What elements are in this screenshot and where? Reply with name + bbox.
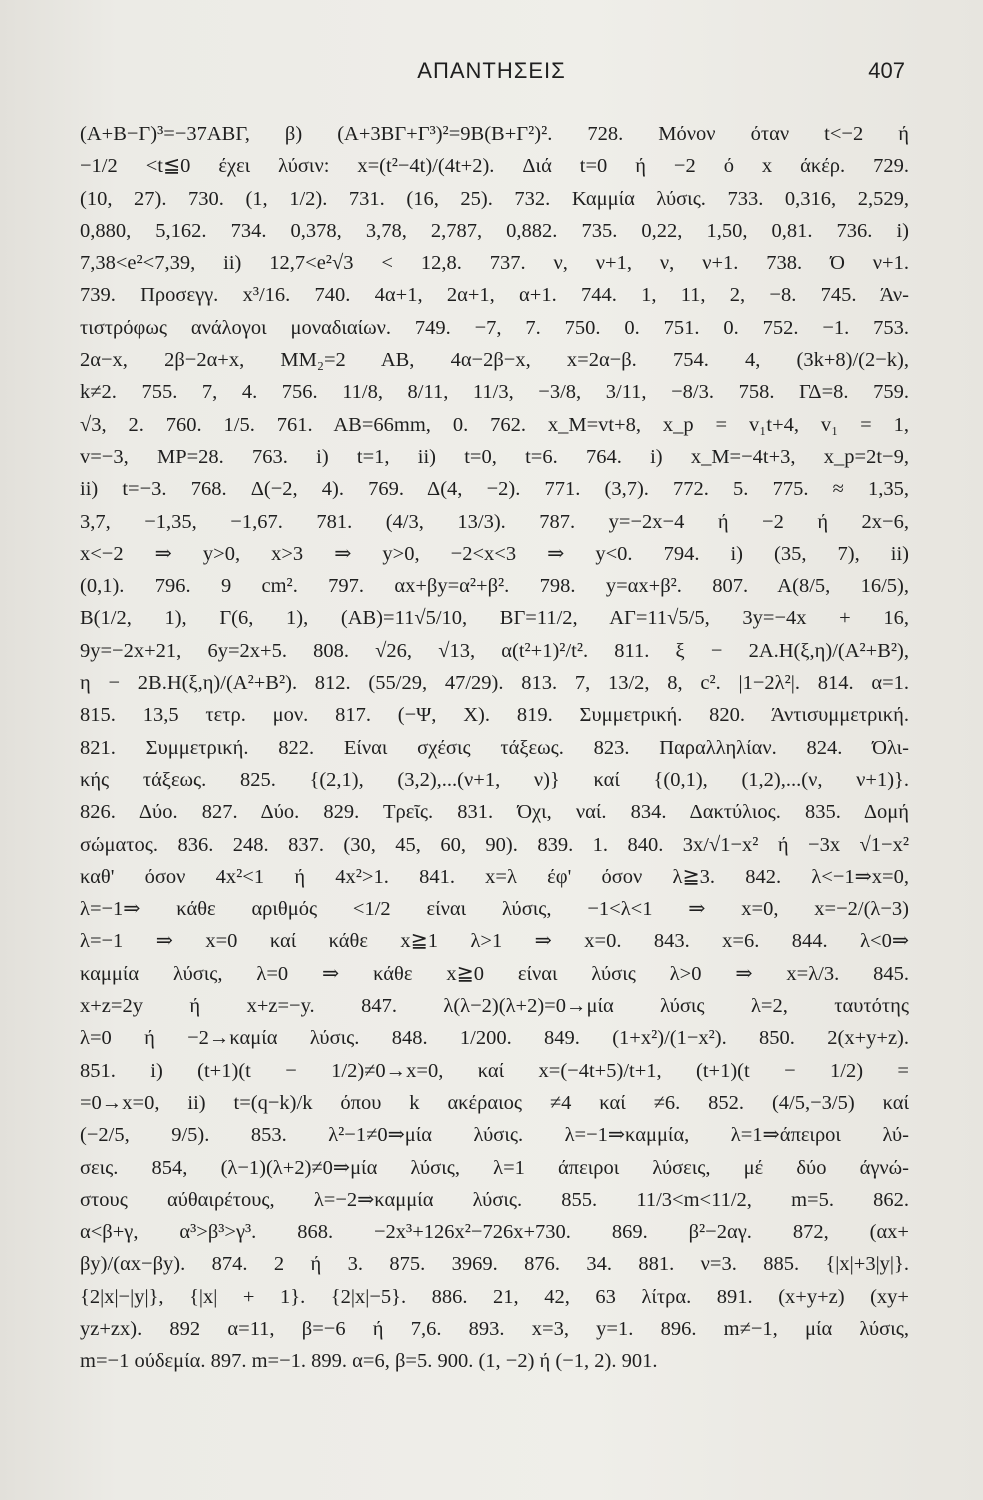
text-line: 7,38<e²<7,39, ii) 12,7<e²√3 < 12,8. 737. ν, ν+1, ν, ν+1. 738. Ό ν+1. — [80, 252, 909, 275]
text-line: −1/2 <t≦0 έχει λύσιν: x=(t²−4t)/(4t+2). Διά t=0 ή −2 ό x άκέρ. 729. — [80, 155, 909, 178]
text-line: {2|x|−|y|}, {|x| + 1}. {2|x|−5}. 886. 21, 42, 63 λίτρα. 891. (x+y+z) (xy+ — [80, 1285, 909, 1308]
text-line: 0,880, 5,162. 734. 0,378, 3,78, 2,787, 0,882. 735. 0,22, 1,50, 0,81. 736. i) — [80, 219, 909, 242]
text-line: καθ' όσον 4x²<1 ή 4x²>1. 841. x=λ έφ' όσον λ≧3. 842. λ<−1⇒x=0, — [80, 865, 909, 888]
text-line: Β(1/2, 1), Γ(6, 1), (ΑΒ)=11√5/10, ΒΓ=11/2, ΑΓ=11√5/5, 3y=−4x + 16, — [80, 607, 909, 630]
text-line: τιστρόφως ανάλογοι μοναδιαίων. 749. −7, 7. 750. 0. 751. 0. 752. −1. 753. — [80, 316, 909, 339]
text-line: σώματος. 836. 248. 837. (30, 45, 60, 90). 839. 1. 840. 3x/√1−x² ή −3x √1−x² — [80, 833, 909, 856]
text-line: 826. Δύο. 827. Δύο. 829. Τρεῖς. 831. Όχι, ναί. 834. Δακτύλιος. 835. Δομή — [80, 801, 909, 824]
text-line: λ=−1⇒ κάθε αριθμός <1/2 είναι λύσις, −1<λ<1 ⇒ x=0, x=−2/(λ−3) — [80, 898, 909, 921]
text-line: √3, 2. 760. 1/5. 761. ΑΒ=66mm, 0. 762. x_M=vt+8, x_p = v₁t+4, v₁ = 1, — [80, 413, 909, 436]
text-line: η − 2Β.Η(ξ,η)/(Α²+Β²). 812. (55/29, 47/29). 813. 7, 13/2, 8, c². |1−2λ²|. 814. α=1. — [80, 672, 909, 695]
text-line: σεις. 854, (λ−1)(λ+2)≠0⇒μία λύσις, λ=1 άπειροι λύσεις, μέ δύο άγνώ- — [80, 1156, 909, 1179]
text-line: (10, 27). 730. (1, 1/2). 731. (16, 25). 732. Καμμία λύσις. 733. 0,316, 2,529, — [80, 187, 909, 210]
page-number: 407 — [868, 58, 905, 83]
page-header — [0, 58, 983, 88]
text-line: 739. Προσεγγ. x³/16. 740. 4α+1, 2α+1, α+1. 744. 1, 11, 2, −8. 745. Άν- — [80, 284, 909, 307]
text-line: καμμία λύσις, λ=0 ⇒ κάθε x≧0 είναι λύσις λ>0 ⇒ x=λ/3. 845. — [80, 962, 909, 985]
text-line: ii) t=−3. 768. Δ(−2, 4). 769. Δ(4, −2). 771. (3,7). 772. 5. 775. ≈ 1,35, — [80, 478, 909, 501]
text-line: βy)/(αx−βy). 874. 2 ή 3. 875. 3969. 876. 34. 881. ν=3. 885. {|x|+3|y|}. — [80, 1253, 909, 1276]
text-line: (0,1). 796. 9 cm². 797. αx+βy=α²+β². 798. y=αx+β². 807. Α(8/5, 16/5), — [80, 575, 909, 598]
text-line: 3,7, −1,35, −1,67. 781. (4/3, 13/3). 787. y=−2x−4 ή −2 ή 2x−6, — [80, 510, 909, 533]
text-line: 851. i) (t+1)(t − 1/2)≠0→x=0, καί x=(−4t+5)/t+1, (t+1)(t − 1/2) = — [80, 1059, 909, 1082]
text-line: (Α+Β−Γ)³=−37ΑΒΓ, β) (Α+3ΒΓ+Γ³)²=9Β(Β+Γ²)². 728. Μόνον όταν t<−2 ή — [80, 123, 909, 145]
text-line: 821. Συμμετρική. 822. Είναι σχέσις τάξεως. 823. Παραλληλίαν. 824. Όλι- — [80, 736, 909, 759]
running-title: ΑΠΑΝΤΗΣΕΙΣ — [417, 58, 566, 83]
text-line: yz+zx). 892 α=11, β=−6 ή 7,6. 893. x=3, y=1. 896. m≠−1, μία λύσις, — [80, 1317, 909, 1340]
text-line: m=−1 ούδεμία. 897. m=−1. 899. α=6, β=5. 900. (1, −2) ή (−1, 2). 901. — [80, 1350, 658, 1373]
text-line: v=−3, ΜΡ=28. 763. i) t=1, ii) t=0, t=6. 764. i) x_M=−4t+3, x_p=2t−9, — [80, 445, 909, 468]
text-line: 2α−x, 2β−2α+x, ΜΜ₂=2 ΑΒ, 4α−2β−x, x=2α−β. 754. 4, (3k+8)/(2−k), — [80, 349, 909, 372]
text-line: =0→x=0, ii) t=(q−k)/k όπου k ακέραιος ≠4 καί ≠6. 852. (4/5,−3/5) καί — [80, 1091, 909, 1114]
text-line: λ=−1 ⇒ x=0 καί κάθε x≧1 λ>1 ⇒ x=0. 843. x=6. 844. λ<0⇒ — [80, 930, 909, 953]
text-line: x+z=2y ή x+z=−y. 847. λ(λ−2)(λ+2)=0→μία λύσις λ=2, ταυτότης — [80, 995, 909, 1018]
text-line: x<−2 ⇒ y>0, x>3 ⇒ y>0, −2<x<3 ⇒ y<0. 794. i) (35, 7), ii) — [80, 542, 909, 565]
text-line: λ=0 ή −2→καμία λύσις. 848. 1/200. 849. (1+x²)/(1−x²). 850. 2(x+y+z). — [80, 1027, 909, 1050]
text-line: 9y=−2x+21, 6y=2x+5. 808. √26, √13, α(t²+1)²/t². 811. ξ − 2Α.Η(ξ,η)/(Α²+Β²), — [80, 639, 909, 662]
text-line: 815. 13,5 τετρ. μον. 817. (−Ψ, Χ). 819. Συμμετρική. 820. Άντισυμμετρική. — [80, 704, 909, 727]
text-line: α<β+γ, α³>β³>γ³. 868. −2x³+126x²−726x+730. 869. β²−2αγ. 872, (αx+ — [80, 1221, 909, 1244]
answers-text-block — [80, 118, 909, 1378]
text-line: στους αύθαιρέτους, λ=−2⇒καμμία λύσις. 855. 11/3<m<11/2, m=5. 862. — [80, 1188, 909, 1211]
text-line: (−2/5, 9/5). 853. λ²−1≠0⇒μία λύσις. λ=−1⇒καμμία, λ=1⇒άπειροι λύ- — [80, 1124, 909, 1147]
text-line: κής τάξεως. 825. {(2,1), (3,2),...(ν+1, ν)} καί {(0,1), (1,2),...(ν, ν+1)}. — [80, 768, 909, 791]
text-line: k≠2. 755. 7, 4. 756. 11/8, 8/11, 11/3, −3/8, 3/11, −8/3. 758. ΓΔ=8. 759. — [80, 381, 909, 404]
